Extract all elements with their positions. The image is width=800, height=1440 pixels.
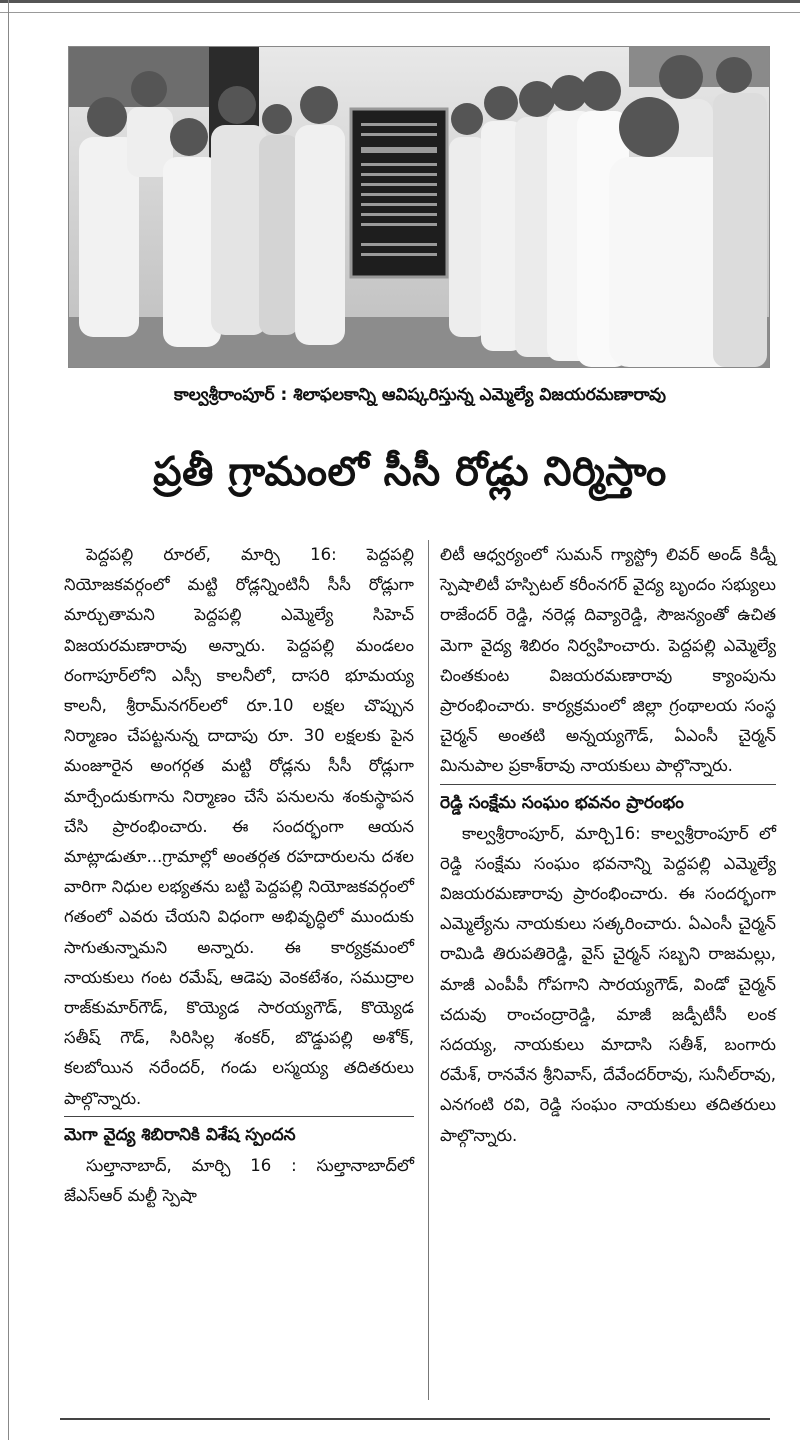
right-column-body: లిటీ ఆధ్వర్యంలో సుమన్ గ్యాస్ట్రో లివర్ అండ్ కిడ్నీ స్పెషాలిటీ హస్పిటల్ కరీంనగర్ వైద్య బృందం సభ్యులు రాజేందర్ రెడ్డి, నరెడ్ల దివ్యారెడ్డి, సౌజన్యంతో ఉచిత మెగా వైద్య శిబిరం నిర్వహించారు. పెద్దపల్లి ఎమ్మెల్యే చింతకుంట విజయరమణారావు క్యాంపును ప్రారంభించారు. కార్యక్రమంలో జిల్లా గ్రంథాలయ సంస్థ చైర్మన్ అంతటి అన్నయ్యగౌడ్, ఏఎంసీ చైర్మన్ మినుపాల ప్రకాశ్‌రావు నాయకులు పాల్గొన్నారు.: [440, 545, 776, 776]
news-photo: [68, 46, 770, 368]
right-column-body-2: కాల్వశ్రీరాంపూర్, మార్చి16: కాల్వశ్రీరాంపూర్ లో రెడ్డి సంక్షేమ సంఘం భవనాన్ని పెద్దపల్లి ఎమ్మెల్యే విజయరమణారావు ప్రారంభించారు. ఈ సందర్భంగా ఎమ్మెల్యేను నాయకులు సత్కరించారు. ఏఎంసీ చైర్మన్ రామిడి తిరుపతిరెడ్డి, వైస్ చైర్మన్ సబ్బని రాజమల్లు, మాజీ ఎంపీపీ గోపగాని సారయ్యగౌడ్, విండో చైర్మన్ చదువు రాంచంద్రారెడ్డి, మాజీ జడ్పీటీసీ లంక సదయ్య, నాయకులు మాదాసి సతీశ్, బంగారు రమేశ్, రానవేన శ్రీనివాస్, దేవేందర్‌రావు, సునీల్‌రావు, ఎనగంటి రవి, రెడ్డి సంఘం నాయకులు తదితరులు పాల్గొన్నారు.: [440, 823, 776, 1145]
headline: ప్రతీ గ్రామంలో సీసీ రోడ్లు నిర్మిస్తాం: [153, 449, 667, 495]
top-rule-thin: [0, 12, 800, 13]
left-column-subheading: మెగా వైద్య శిబిరానికి విశేష స్పందన: [64, 1116, 414, 1151]
left-column: [64, 540, 414, 1211]
right-column: [440, 540, 776, 1151]
photo-caption: కాల్వశ్రీరాంపూర్ : శిలాఫలకాన్ని ఆవిష్కరిస్తున్న ఎమ్మెల్యే విజయరమణారావు: [174, 385, 666, 405]
bottom-rule: [60, 1418, 770, 1420]
left-column-body-2: సుల్తానాబాద్, మార్చి 16 : సుల్తానాబాద్‌లో జేఎస్ఆర్ మల్టీ స్పెషా: [64, 1155, 414, 1206]
left-margin-rule: [8, 0, 9, 1440]
right-column-subheading: రెడ్డి సంక్షేమ సంఘం భవనం ప్రారంభం: [440, 784, 776, 819]
top-rule: [0, 0, 800, 3]
photo-illustration: [69, 47, 769, 367]
column-divider: [428, 540, 429, 1400]
left-column-body: పెద్దపల్లి రూరల్, మార్చి 16: పెద్దపల్లి నియోజకవర్గంలో మట్టి రోడ్లన్నింటినీ సీసీ రోడ్లుగా మార్చుతామని పెద్దపల్లి ఎమ్మెల్యే సిహెచ్ విజయరమణారావు అన్నారు. పెద్దపల్లి మండలం రంగాపూర్‌లోని ఎస్సీ కాలనీలో, దాసరి భూమయ్య కాలనీ, శ్రీరామ్‌నగర్‌లలో రూ.10 లక్షల చొప్పున నిర్మాణం చేపట్టనున్న దాదాపు రూ. 30 లక్షలకు పైన మంజూరైన అంగర్గత మట్టి రోడ్లను సీసీ రోడ్లుగా మార్చేందుకుగాను నిర్మాణం చేసే పనులను శంకుస్థాపన చేసి ప్రారంభించారు. ఈ సందర్భంగా ఆయన మాట్లాడుతూ...గ్రామాల్లో అంతర్గత రహదారులను దశల వారిగా నిధుల లభ్యతను బట్టి పెద్దపల్లి నియోజకవర్గంలో గతంలో ఎవరు చేయని విధంగా అభివృద్ధిలో ముందుకు సాగుతున్నామని అన్నారు. ఈ కార్యక్రమంలో నాయకులు గంట రమేష్, ఆడెపు వెంకటేశం, సముద్రాల రాజ్‌కుమార్‌గౌడ్, కొయ్యెడ సారయ్యగౌడ్, కొయ్యెడ సతీష్ గౌడ్, సిరిసిల్ల శంకర్, బొడ్డుపల్లి అశోక్, కలబోయిన నరేందర్, గండు లస్మయ్య తదితరులు పాల్గొన్నారు.: [64, 545, 414, 1108]
